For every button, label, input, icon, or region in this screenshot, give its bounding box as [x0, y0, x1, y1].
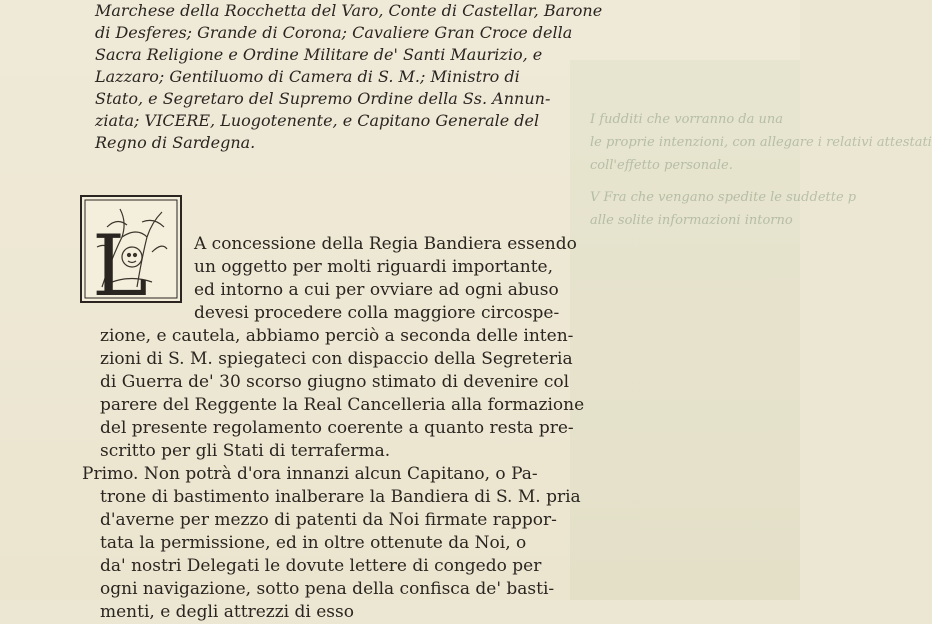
paragraph-line: devesi procedere colla maggiore circospe- — [194, 303, 560, 323]
paragraph-line: un oggetto per molti riguardi importante, — [194, 257, 553, 277]
bleed-through-line: le proprie intenzioni, con allegare i relativi attestati — [590, 135, 932, 150]
intro-line: ziata; VICERE, Luogotenente, e Capitano Generale del — [95, 111, 540, 130]
intro-line: Sacra Religione e Ordine Militare de' Santi Maurizio, e — [95, 45, 543, 64]
paragraph-line: parere del Reggente la Real Cancelleria alla formazione — [100, 395, 585, 415]
bleed-through-line: coll'effetto personale. — [590, 158, 733, 173]
paragraph-line: zione, e cautela, abbiamo perciò a seconda delle inten- — [100, 326, 574, 346]
intro-line: Regno di Sardegna. — [95, 133, 256, 152]
initial-letter: L — [92, 217, 148, 315]
intro-line: Lazzaro; Gentiluomo di Camera di S. M.; Ministro di — [95, 67, 520, 86]
bleed-through-line: I fudditi che vorranno da una — [590, 112, 784, 127]
paragraph-line: A concessione della Regia Bandiera essendo — [194, 234, 577, 254]
paragraph-line: ed intorno a cui per ovviare ad ogni abuso — [194, 280, 559, 300]
article-line: ogni navigazione, sotto pena della confisca de' basti- — [100, 579, 555, 599]
paragraph-line: zioni di S. M. spiegateci con dispaccio della Segreteria — [100, 349, 573, 369]
article-line: tata la permissione, ed in oltre ottenute da Noi, o — [100, 533, 527, 553]
article-line: menti, e degli attrezzi di esso — [100, 602, 354, 622]
article-line: Primo. Non potrà d'ora innanzi alcun Capitano, o Pa- — [82, 464, 538, 484]
paragraph-line: del presente regolamento coerente a quanto resta pre- — [100, 418, 574, 438]
bleed-through-line: alle solite informazioni intorno — [590, 213, 793, 228]
paragraph-line: di Guerra de' 30 scorso giugno stimato di devenire col — [100, 372, 570, 392]
article-line: trone di bastimento inalberare la Bandiera di S. M. pria — [100, 487, 581, 507]
intro-line: Stato, e Segretaro del Supremo Ordine della Ss. Annun- — [95, 89, 551, 108]
bleed-through-line: V Fra che vengano spedite le suddette p — [590, 190, 857, 205]
article-line: da' nostri Delegati le dovute lettere di congedo per — [100, 556, 542, 576]
paragraph-line: scritto per gli Stati di terraferma. — [100, 441, 391, 461]
intro-titles — [95, 0, 615, 154]
intro-line: di Desferes; Grande di Corona; Cavaliere Gran Croce della — [95, 23, 573, 42]
article-line: d'averne per mezzo di patenti da Noi firmate rappor- — [100, 510, 557, 530]
main-paragraph — [82, 233, 600, 624]
intro-line: Marchese della Rocchetta del Varo, Conte di Castellar, Barone — [95, 1, 603, 20]
